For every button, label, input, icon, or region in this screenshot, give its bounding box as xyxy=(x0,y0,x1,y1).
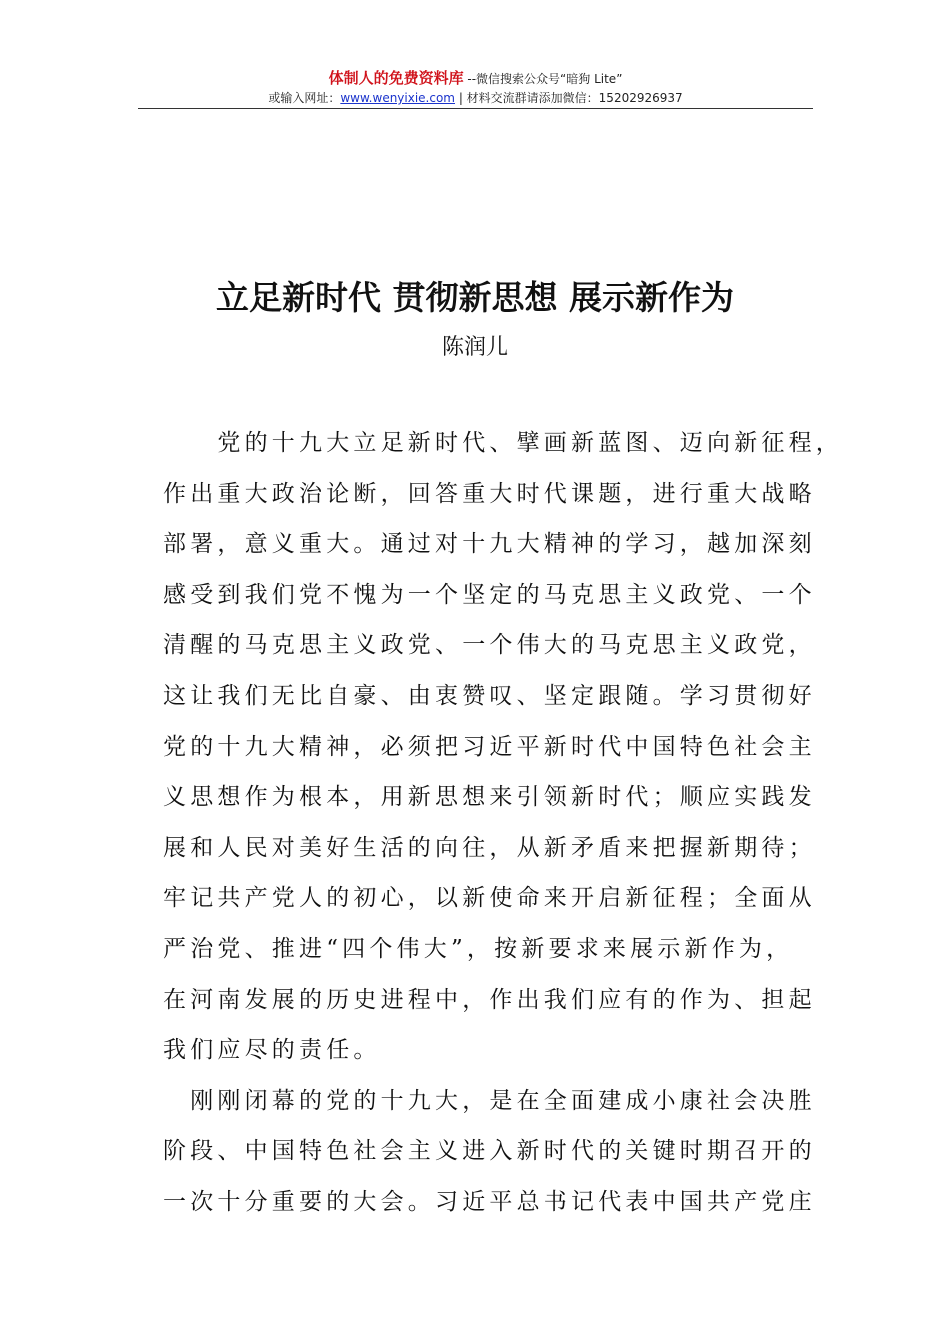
body-line: 清醒的马克思主义政党、一个伟大的马克思主义政党， xyxy=(163,632,816,659)
body-line: 严治党、推进“四个伟大”，按新要求来展示新作为， xyxy=(163,935,794,962)
body-line: 刚刚闭幕的党的十九大，是在全面建成小康社会决胜 xyxy=(163,1087,816,1114)
header-line-2 xyxy=(138,89,813,107)
body-line: 作出重大政治论断，回答重大时代课题，进行重大战略 xyxy=(163,480,816,507)
body-line: 展和人民对美好生活的向往，从新矛盾来把握新期待； xyxy=(163,834,816,861)
document-title: 立足新时代 贯彻新思想 展示新作为 xyxy=(216,278,734,317)
body-line: 部署，意义重大。通过对十九大精神的学习，越加深刻 xyxy=(163,531,816,558)
document-body xyxy=(163,425,843,1235)
body-line: 在河南发展的历史进程中，作出我们应有的作为、担起 xyxy=(163,986,816,1013)
body-line: 我们应尽的责任。 xyxy=(163,1037,381,1064)
brand-name: 体制人的免费资料库 xyxy=(328,69,464,87)
header-url-prefix: 或输入网址： xyxy=(268,91,341,105)
body-line: 感受到我们党不愧为一个坚定的马克思主义政党、一个 xyxy=(163,581,816,608)
header-tagline: --微信搜索公众号“暗狗 Lite” xyxy=(463,72,623,86)
body-line: 义思想作为根本，用新思想来引领新时代；顺应实践发 xyxy=(163,784,816,811)
body-line: 党的十九大立足新时代、擘画新蓝图、迈向新征程， xyxy=(163,430,843,456)
page-header xyxy=(138,68,813,107)
website-link[interactable]: www.wenyixie.com xyxy=(340,91,455,105)
body-line: 阶段、中国特色社会主义进入新时代的关键时期召开的 xyxy=(163,1138,816,1165)
body-line: 这让我们无比自豪、由衷赞叹、坚定跟随。学习贯彻好 xyxy=(163,682,816,709)
header-divider xyxy=(138,108,813,109)
header-line-1 xyxy=(138,68,813,89)
document-author: 陈润儿 xyxy=(441,335,508,360)
body-line: 牢记共产党人的初心，以新使命来开启新征程；全面从 xyxy=(163,885,816,912)
body-line: 党的十九大精神，必须把习近平新时代中国特色社会主 xyxy=(163,733,816,760)
body-line: 一次十分重要的大会。习近平总书记代表中国共产党庄 xyxy=(163,1188,816,1215)
header-contact: | 材料交流群请添加微信：15202926937 xyxy=(455,91,683,105)
